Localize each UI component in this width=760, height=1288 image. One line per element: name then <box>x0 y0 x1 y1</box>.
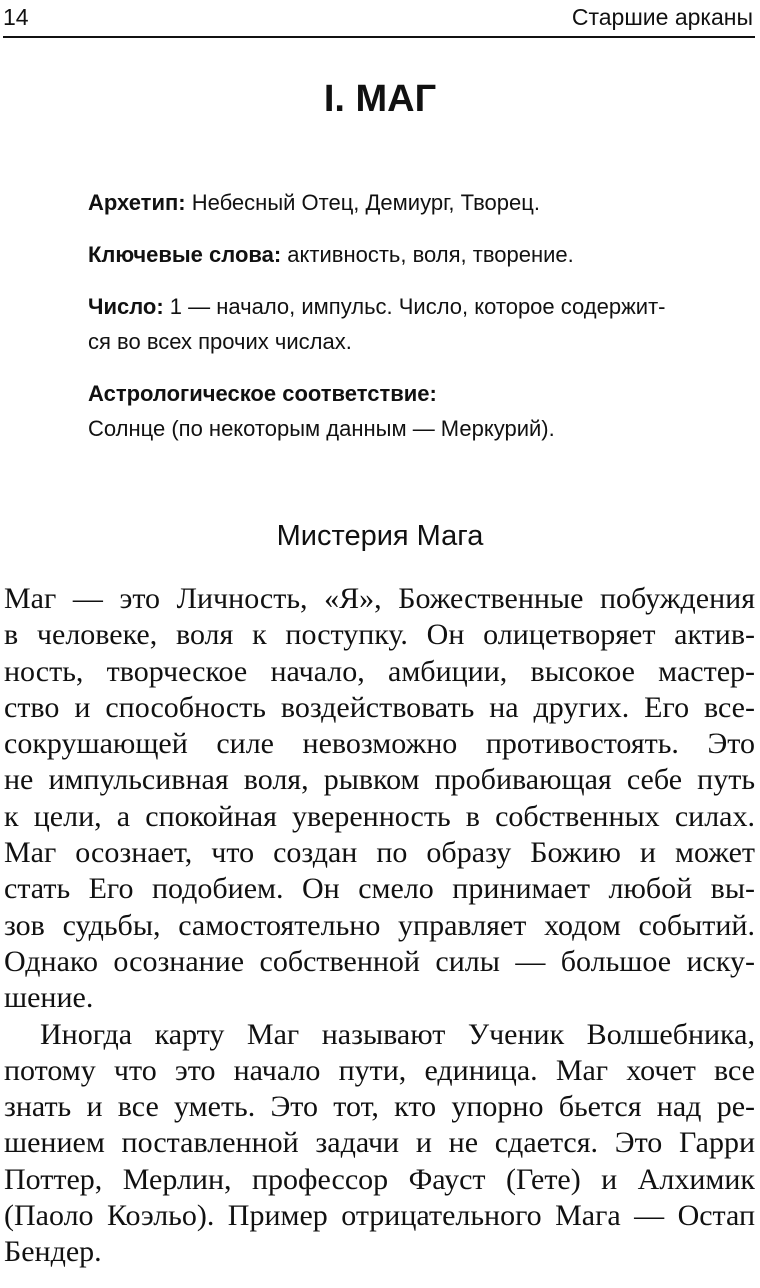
text-line: шением поставленной задачи и не сдается. Это Гарри <box>4 1126 755 1160</box>
paragraph-1 <box>4 581 755 1017</box>
text-line: потому что это начало пути, единица. Маг хочет все <box>4 1053 755 1087</box>
text-line: сокрушающей силе невозможно противостоять. Это <box>4 727 755 761</box>
number-value: 1 — начало, импульс. Число, которое содержит- <box>163 294 666 319</box>
running-title: Старшие арканы <box>571 4 753 30</box>
text-line: ство и способность воздействовать на других. Его все- <box>4 690 755 724</box>
archetype-label: Архетип: <box>88 190 186 215</box>
text-line: Поттер, Мерлин, профессор Фауст (Гете) и Алхимик <box>4 1162 755 1196</box>
number-line <box>88 289 748 359</box>
number-value-continued: ся во всех прочих числах. <box>88 329 352 354</box>
number-label: Число: <box>88 294 164 319</box>
text-line: стать Его подобием. Он смело принимает любой вы- <box>4 872 755 906</box>
keywords-line <box>88 237 748 272</box>
text-line: в человеке, воля к поступку. Он олицетворяет актив- <box>4 618 755 652</box>
text-line: Маг — это Личность, «Я», Божественные побуждения <box>4 582 755 615</box>
text-line: Маг осознает, что создан по образу Божию и может <box>4 836 755 870</box>
section-title: Мистерия Мага <box>276 520 484 552</box>
text-line: не импульсивная воля, рывком пробивающая себе путь <box>4 763 755 797</box>
text-line: ность, творческое начало, амбиции, высокое мастер- <box>4 654 755 688</box>
keywords-label: Ключевые слова: <box>88 242 282 267</box>
astrology-line <box>88 376 748 446</box>
running-header <box>3 0 755 38</box>
text-line: (Паоло Коэльо). Пример отрицательного Мага — Остап <box>4 1199 755 1233</box>
text-line: знать и все уметь. Это тот, кто упорно бьется над ре- <box>4 1090 755 1124</box>
astrology-value: Солнце (по некоторым данным — Меркурий). <box>88 416 555 441</box>
text-line: Однако осознание собственной силы — большое иску- <box>4 944 755 978</box>
text-line: зов судьбы, самостоятельно управляет ходом событий. <box>4 908 755 942</box>
text-line: шение. <box>4 981 94 1015</box>
astrology-label: Астрологическое соответствие: <box>88 381 437 406</box>
archetype-line <box>88 185 748 220</box>
archetype-value: Небесный Отец, Демиург, Творец. <box>185 190 540 215</box>
chapter-title: I. МАГ <box>323 78 437 120</box>
body-text <box>4 581 755 1271</box>
text-line: Бендер. <box>4 1235 102 1269</box>
page-number: 14 <box>3 4 29 30</box>
card-attributes <box>88 185 748 446</box>
text-line: к цели, а спокойная уверенность в собственных силах. <box>4 799 755 833</box>
keywords-value: активность, воля, творение. <box>281 242 574 267</box>
paragraph-2 <box>4 1017 755 1271</box>
text-line: Иногда карту Маг называют Ученик Волшебника, <box>40 1017 755 1051</box>
